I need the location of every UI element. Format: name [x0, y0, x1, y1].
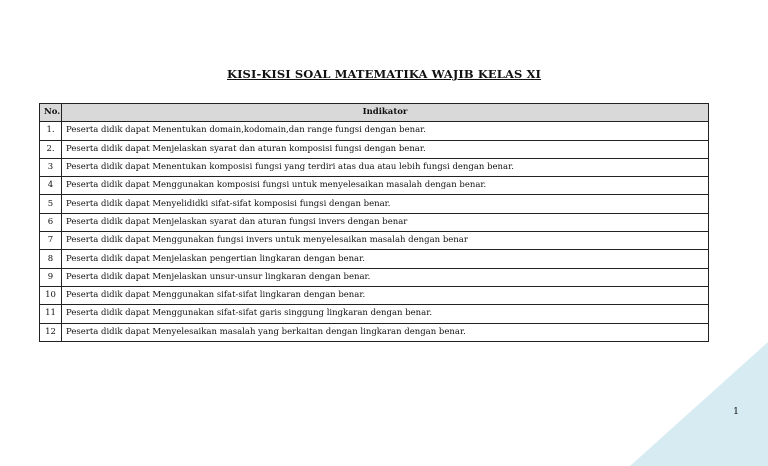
- row-indicator: Peserta didik dapat Menjelaskan unsur-unsur lingkaran dengan benar.: [62, 268, 709, 286]
- row-indicator: Peserta didik dapat Menentukan domain,kodomain,dan range fungsi dengan benar.: [62, 122, 709, 140]
- row-number: 4: [40, 177, 62, 195]
- row-indicator: Peserta didik dapat Menggunakan komposisi fungsi untuk menyelesaikan masalah dengan benar.: [62, 177, 709, 195]
- row-number: 12: [40, 323, 62, 341]
- row-indicator: Peserta didik dapat Menjelaskan syarat dan aturan komposisi fungsi dengan benar.: [62, 140, 709, 158]
- table-row: [40, 140, 709, 158]
- table-row: [40, 213, 709, 231]
- row-number: 6: [40, 213, 62, 231]
- row-indicator: Peserta didik dapat Menggunakan fungsi invers untuk menyelesaikan masalah dengan benar: [62, 232, 709, 250]
- row-number: 7: [40, 232, 62, 250]
- table-row: [40, 158, 709, 176]
- row-number: 2.: [40, 140, 62, 158]
- table-row: [40, 122, 709, 140]
- row-number: 1.: [40, 122, 62, 140]
- header-no: No.: [40, 104, 62, 122]
- row-indicator: Peserta didik dapat Menggunakan sifat-sifat lingkaran dengan benar.: [62, 286, 709, 304]
- table-row: [40, 323, 709, 341]
- table-row: [40, 305, 709, 323]
- table-header-row: [40, 104, 709, 122]
- row-indicator: Peserta didik dapat Menyelesaikan masalah yang berkaitan dengan lingkaran dengan benar.: [62, 323, 709, 341]
- page-number: 1: [732, 406, 739, 417]
- table-row: [40, 286, 709, 304]
- table-row: [40, 250, 709, 268]
- row-indicator: Peserta didik dapat Menyelididki sifat-sifat komposisi fungsi dengan benar.: [62, 195, 709, 213]
- row-number: 9: [40, 268, 62, 286]
- row-indicator: Peserta didik dapat Menggunakan sifat-sifat garis singgung lingkaran dengan benar.: [62, 305, 709, 323]
- table-row: [40, 232, 709, 250]
- indicator-table: [39, 103, 709, 342]
- row-number: 5: [40, 195, 62, 213]
- row-indicator: Peserta didik dapat Menentukan komposisi fungsi yang terdiri atas dua atau lebih fungsi dengan benar.: [62, 158, 709, 176]
- row-number: 3: [40, 158, 62, 176]
- row-number: 11: [40, 305, 62, 323]
- document-title: KISI-KISI SOAL MATEMATIKA WAJIB KELAS XI: [226, 67, 542, 81]
- table-row: [40, 195, 709, 213]
- row-indicator: Peserta didik dapat Menjelaskan pengertian lingkaran dengan benar.: [62, 250, 709, 268]
- table-row: [40, 177, 709, 195]
- row-number: 8: [40, 250, 62, 268]
- header-indicator: Indikator: [62, 104, 709, 122]
- table-row: [40, 268, 709, 286]
- row-indicator: Peserta didik dapat Menjelaskan syarat dan aturan fungsi invers dengan benar: [62, 213, 709, 231]
- row-number: 10: [40, 286, 62, 304]
